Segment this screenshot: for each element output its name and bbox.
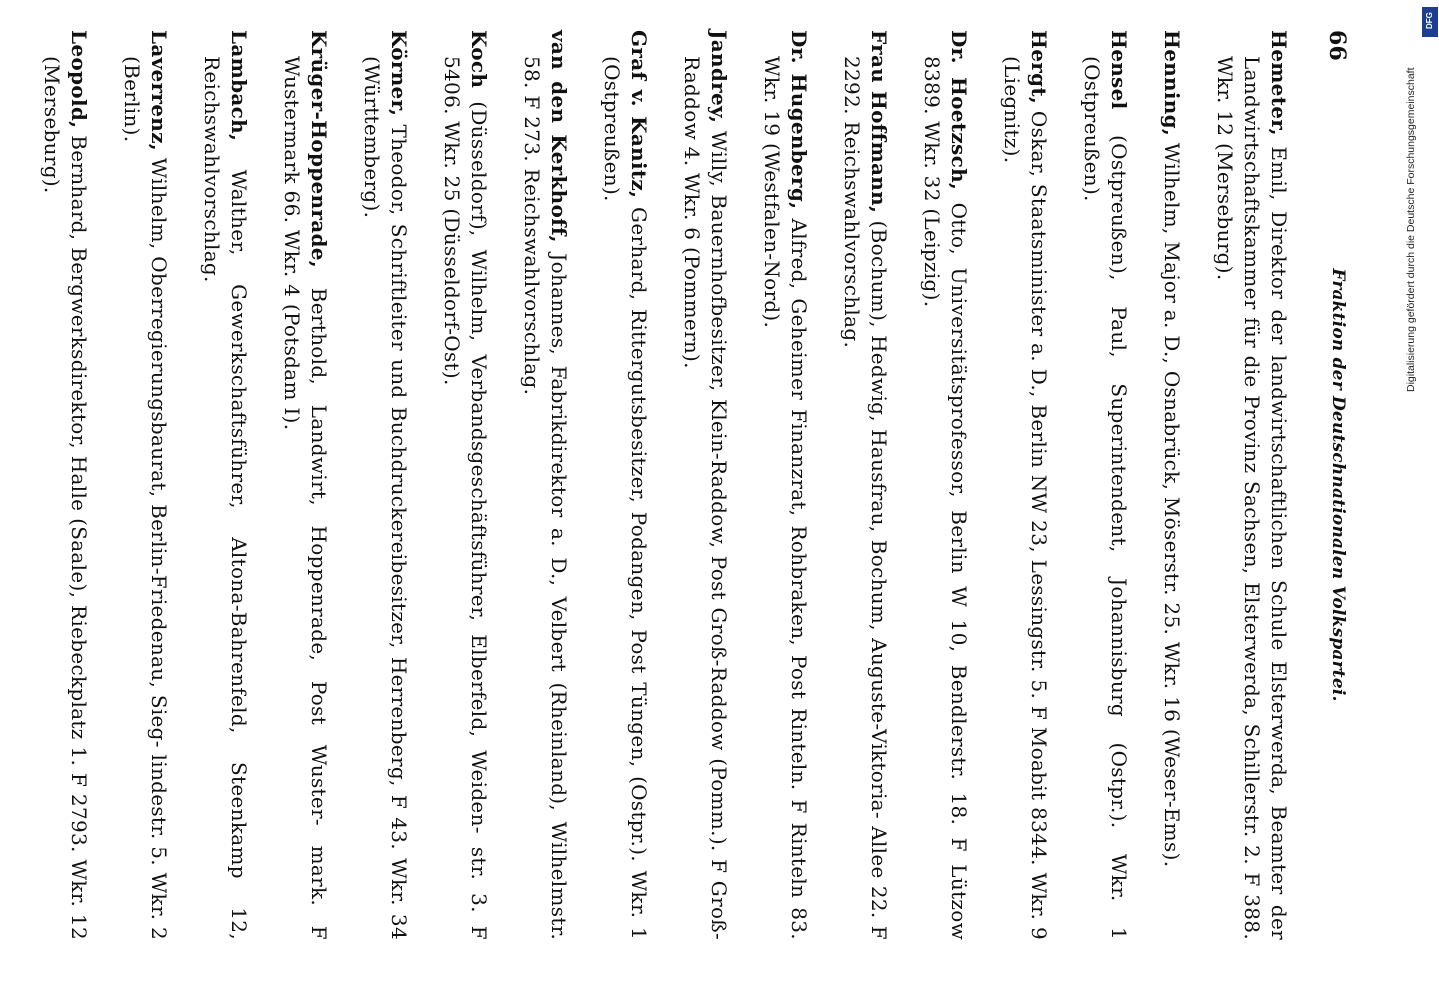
- dfg-logo-text: DFG: [1425, 12, 1434, 29]
- member-detail-line: F Lützow 8389. Wkr. 32 (Leipzig).: [920, 56, 971, 941]
- member-detail-line: Emil, Direktor der landwirtschaftlichen Schule Elsterwerda,: [1267, 146, 1291, 795]
- member-detail-line: Theodor, Schriftleiter und Buchdruckereibesitzer, Herrenberg,: [387, 124, 411, 787]
- member-name: Henning,: [1160, 30, 1184, 137]
- member-detail-line: lindestr. 5. Wkr. 2 (Berlin).: [120, 56, 171, 940]
- member-entry: [1158, 30, 1185, 940]
- member-name: Lambach,: [227, 30, 251, 142]
- member-detail-line: Willy, Bauernhofbesitzer, Klein-Raddow, Post Groß-Raddow: [707, 130, 731, 751]
- member-detail-line: Bernhard, Bergwerksdirektor, Halle (Saale), Riebeckplatz 1.: [67, 135, 91, 767]
- member-detail-line: (Ostpr.). Wkr. 1 (Ostpreußen).: [600, 56, 651, 940]
- credit-text: Digitalisierung gefördert durch die Deutsche Forschungsgemeinschaft: [1405, 67, 1417, 392]
- member-name: Frau Hoffmann,: [867, 30, 891, 214]
- member-entry: [278, 30, 332, 940]
- member-detail-line: Wilhelmstr. 58. F 273. Reichswahlvorschlag.: [520, 56, 571, 940]
- member-name: Hemeter,: [1267, 30, 1291, 136]
- member-name: Krüger-Hoppenrade,: [307, 30, 331, 269]
- member-detail-line: (Bochum), Hedwig, Hausfrau, Bochum, Auguste-Viktoria-: [867, 220, 891, 819]
- page-title: Fraktion der Deutschnationalen Volkspartei.: [1328, 268, 1348, 702]
- member-entry: [118, 30, 172, 940]
- member-entry: [38, 30, 92, 940]
- document-page: [40, 30, 1350, 941]
- member-name: Jandrey,: [707, 30, 731, 124]
- member-detail-line: Gerhard, Rittergutsbesitzer, Podangen, Post Tüngen,: [627, 207, 651, 768]
- member-entry: [438, 30, 492, 940]
- member-entry: [678, 30, 732, 940]
- member-entry: [1211, 30, 1292, 940]
- member-detail-line: Oskar, Staatsminister a. D., Berlin NW 23, Lessingstr. 5.: [1027, 110, 1051, 700]
- member-entry: [518, 30, 572, 940]
- member-detail-line: Wkr. 1 (Ostpreußen).: [1080, 56, 1131, 940]
- member-detail-line: Wilhelm, Oberregierungsbaurat, Berlin-Friedenau, Sieg-: [147, 157, 171, 748]
- page-header: [1304, 30, 1350, 940]
- member-detail-line: str. 3. F 5406. Wkr. 25 (Düsseldorf-Ost).: [440, 56, 491, 940]
- member-detail-line: Allee 22. F 2292. Reichswahlvorschlag.: [840, 56, 891, 940]
- member-detail-line: (Düsseldorf), Wilhelm, Verbandsgeschäftsführer, Elberfeld, Weiden-: [467, 101, 491, 834]
- member-detail-line: Berthold, Landwirt, Hoppenrade, Post Wuster-: [307, 287, 331, 826]
- member-detail-line: (Pomm.). F Groß-Raddow 4. Wkr. 6 (Pommern).: [680, 56, 731, 940]
- member-name: Laverrenz,: [147, 30, 171, 152]
- member-detail-line: F 2793. Wkr. 12 (Merseburg).: [40, 56, 91, 940]
- member-detail-line: (Ostpreußen), Paul, Superintendent, Johannisburg (Ostpr.).: [1107, 135, 1131, 829]
- member-detail-line: Walther, Gewerkschaftsführer, Altona-Bahrenfeld, Steenkamp 12,: [227, 169, 251, 940]
- member-name: Koch: [467, 30, 491, 89]
- member-name: Hensel: [1107, 30, 1131, 110]
- member-name: Dr. Hugenberg,: [787, 30, 811, 210]
- member-name: Graf v. Kanitz,: [627, 30, 651, 199]
- member-detail-line: Reichswahlvorschlag.: [200, 56, 224, 283]
- member-entry: [1078, 30, 1132, 940]
- member-entry: [758, 30, 812, 940]
- dfg-logo-icon: [1422, 7, 1438, 37]
- page-number: 66: [1324, 30, 1350, 62]
- member-entry: [198, 30, 252, 940]
- member-detail-line: Otto, Universitätsprofessor, Berlin W 10, Bendlerstr. 18.: [947, 202, 971, 826]
- member-detail-line: Johannes, Fabrikdirektor a. D., Velbert (Rheinland),: [547, 253, 571, 812]
- member-detail-line: Alfred, Geheimer Finanzrat, Rohbraken, Post Rinteln.: [787, 218, 811, 791]
- member-detail-line: Elsterwerda, Schillerstr. 2. F 388. Wkr. 12 (Merseburg).: [1213, 56, 1264, 940]
- member-detail-line: (Weser-Ems).: [1160, 728, 1184, 868]
- rotated-page-content: [40, 30, 1350, 941]
- member-name: Hergt,: [1027, 30, 1051, 105]
- member-detail-line: F 43. Wkr. 34 (Württemberg).: [360, 56, 411, 940]
- member-list: [38, 30, 1292, 940]
- member-detail-line: F Rinteln 83. Wkr. 19 (Westfalen-Nord).: [760, 56, 811, 940]
- member-name: van den Kerkhoff,: [547, 30, 571, 243]
- member-name: Dr. Hoetzsch,: [947, 30, 971, 191]
- member-name: Körner,: [387, 30, 411, 117]
- member-entry: [918, 30, 972, 940]
- member-entry: [598, 30, 652, 940]
- member-entry: [838, 30, 892, 940]
- member-name: Leopold,: [67, 30, 91, 129]
- member-detail-line: Beamter der Landwirtschaftskammer für die Provinz Sachsen,: [1240, 56, 1291, 940]
- member-detail-line: F Moabit 8344. Wkr. 9 (Liegnitz).: [1000, 56, 1051, 940]
- member-entry: [998, 30, 1052, 940]
- member-detail-line: Wilhelm, Major a. D., Osnabrück, Möserstr. 25. Wkr. 16: [1160, 142, 1184, 723]
- member-detail-line: mark. F Wustermark 66. Wkr. 4 (Potsdam I).: [280, 56, 331, 940]
- member-entry: [358, 30, 412, 940]
